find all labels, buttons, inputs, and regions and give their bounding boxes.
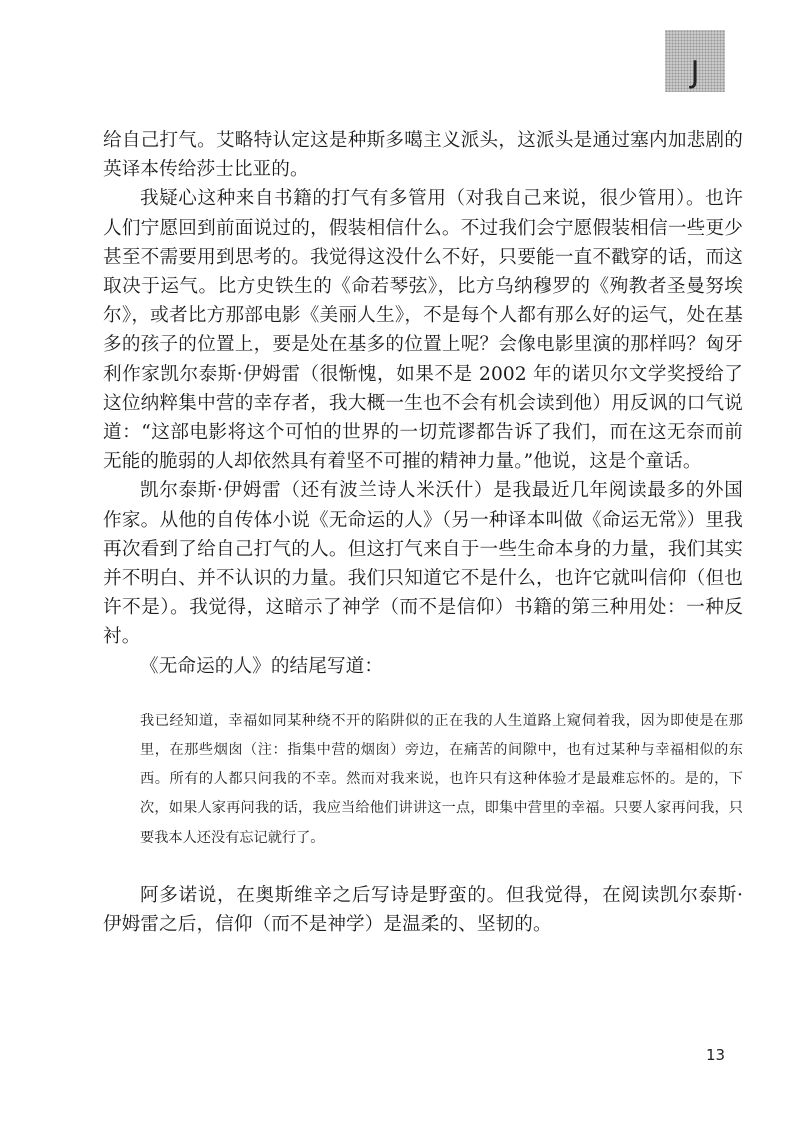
- block-quote: 我已经知道，幸福如同某种绕不开的陷阱似的正在我的人生道路上窥伺着我，因为即使是在那里，在那些烟囱（注：指集中营的烟囱）旁边，在痛苦的间隙中，也有过某种与幸福相似的东西。所有的人都只问我的不幸。然而对我来说，也许只有这种体验才是最难忘怀的。是的，下次，如果人家再问我的话，我应当给他们讲讲这一点，即集中营里的幸福。只要人家再问我，只要我本人还没有忘记就行了。: [140, 712, 743, 846]
- body-text: [103, 126, 743, 939]
- quote-intro: 《无命运的人》的结尾写道：: [140, 655, 384, 677]
- section-letter: J: [690, 55, 700, 90]
- section-tab: [665, 30, 725, 92]
- paragraph-continued: 给自己打气。艾略特认定这是种斯多噶主义派头，这派头是通过塞内加悲剧的英译本传给莎士比亚的。: [103, 130, 743, 181]
- page-number: 13: [706, 1046, 726, 1064]
- paragraph: 凯尔泰斯·伊姆雷（还有波兰诗人米沃什）是我最近几年阅读最多的外国作家。从他的自传体小说《无命运的人》（另一种译本叫做《命运无常》）里我再次看到了给自己打气的人。但这打气来自于一些生命本身的力量，我们其实并不明白、并不认识的力量。我们只知道它不是什么，也许它就叫信仰（但也许不是）。我觉得，这暗示了神学（而不是信仰）书籍的第三种用处：一种反衬。: [103, 480, 743, 648]
- closing-paragraph: 阿多诺说，在奥斯维辛之后写诗是野蛮的。但我觉得，在阅读凯尔泰斯·伊姆雷之后，信仰（而不是神学）是温柔的、坚韧的。: [103, 884, 743, 936]
- paragraph: 我疑心这种来自书籍的打气有多管用（对我自己来说，很少管用）。也许人们宁愿回到前面说过的，假装相信什么。不过我们会宁愿假装相信一些更少甚至不需要用到思考的。我觉得这没什么不好，只要能一直不戳穿的话，而这取决于运气。比方史铁生的《命若琴弦》，比方乌纳穆罗的《殉教者圣曼努埃尔》，或者比方那部电影《美丽人生》，不是每个人都有那么好的运气，处在基多的孩子的位置上，要是处在基多的位置上呢？会像电影里演的那样吗？匈牙利作家凯尔泰斯·伊姆雷（很惭愧，如果不是 2002 年的诺贝尔文学奖授给了这位纳粹集中营的幸存者，我大概一生也不会有机会读到他）用反讽的口气说道：“这部电影将这个可怕的世界的一切荒谬都告诉了我们，而在这无奈而前无能的脆弱的人却依然具有着坚不可摧的精神力量。”他说，这是个童话。: [103, 188, 743, 473]
